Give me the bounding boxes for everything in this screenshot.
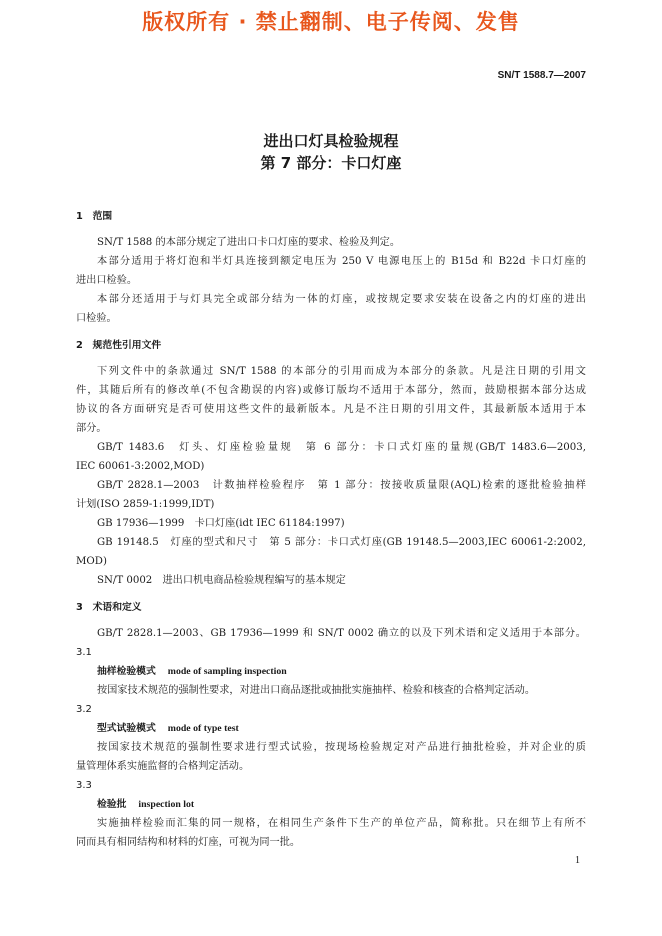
paragraph: 件，其随后所有的修改单(不包含勘误的内容)或修订版均不适用于本部分，然而，鼓励根据本部分达成 <box>76 385 586 396</box>
document-title: 进出口灯具检验规程 <box>263 132 399 150</box>
term-definition: 量管理体系实施监督的合格判定活动。 <box>76 761 250 772</box>
reference-item: SN/T 0002 进出口机电商品检验规程编写的基本规定 <box>97 575 346 586</box>
term-definition: 实施抽样检验而汇集的同一规格，在相同生产条件下生产的单位产品，简称批。只在细节上有所不 <box>97 818 586 829</box>
term-zh: 检验批 <box>97 799 127 810</box>
term-number: 3.3 <box>76 780 92 791</box>
term-number: 3.2 <box>76 704 92 715</box>
term-heading <box>97 719 607 738</box>
term-definition: 同而具有相同结构和材料的灯座，可视为同一批。 <box>76 837 301 848</box>
term-number: 3.1 <box>76 647 92 658</box>
term-zh: 抽样检验模式 <box>97 666 156 677</box>
reference-item: GB 17936—1999 卡口灯座(idt IEC 61184:1997) <box>97 518 345 529</box>
term-definition: 按国家技术规范的强制性要求进行型式试验，按现场检验规定对产品进行抽批检验，并对企业的质 <box>97 742 586 753</box>
reference-item: 计划(ISO 2859-1:1999,IDT) <box>76 499 215 510</box>
paragraph: 本部分还适用于与灯具完全或部分结为一体的灯座，或按规定要求安装在设备之内的灯座的进出 <box>97 294 586 305</box>
paragraph: SN/T 1588 的本部分规定了进出口卡口灯座的要求、检验及判定。 <box>97 237 401 248</box>
reference-item: MOD) <box>76 556 107 567</box>
term-en: mode of type test <box>167 723 239 734</box>
term-definition: 按国家技术规范的强制性要求，对进出口商品逐批或抽批实施抽样、检验和核查的合格判定活动。 <box>97 685 536 696</box>
reference-item: GB/T 1483.6 灯头、灯座检验量规 第 6 部分：卡口式灯座的量规(GB/T 1483.6—2003, <box>97 442 586 453</box>
paragraph: GB/T 2828.1—2003、GB 17936—1999 和 SN/T 0002 确立的以及下列术语和定义适用于本部分。 <box>97 628 586 639</box>
term-en: mode of sampling inspection <box>167 666 287 677</box>
paragraph: 协议的各方面研究是否可使用这些文件的最新版本。凡是不注日期的引用文件，其最新版本适用于本 <box>76 404 586 415</box>
section-2-heading: 2 规范性引用文件 <box>76 340 162 351</box>
paragraph: 本部分适用于将灯泡和半灯具连接到额定电压为 250 V 电源电压上的 B15d 和 B22d 卡口灯座的 <box>97 256 586 267</box>
term-zh: 型式试验模式 <box>97 723 156 734</box>
paragraph: 口检验。 <box>76 313 117 324</box>
reference-item: IEC 60061-3:2002,MOD) <box>76 461 205 472</box>
standard-code: SN/T 1588.7—2007 <box>497 70 586 81</box>
page-number: 1 <box>575 855 580 866</box>
document-subtitle: 第 7 部分：卡口灯座 <box>260 154 402 172</box>
term-heading <box>97 795 607 814</box>
section-3-heading: 3 术语和定义 <box>76 602 142 613</box>
term-en: inspection lot <box>138 799 195 810</box>
paragraph: 进出口检验。 <box>76 275 138 286</box>
reference-item: GB 19148.5 灯座的型式和尺寸 第 5 部分：卡口式灯座(GB 19148.5—2003,IEC 60061-2:2002, <box>97 537 586 548</box>
paragraph: 部分。 <box>76 423 107 434</box>
copyright-watermark: 版权所有 · 禁止翻制、电子传阅、发售 <box>142 10 520 34</box>
term-heading <box>97 662 607 681</box>
section-1-heading: 1 范围 <box>76 211 113 222</box>
paragraph: 下列文件中的条款通过 SN/T 1588 的本部分的引用而成为本部分的条款。凡是注日期的引用文 <box>97 366 586 377</box>
reference-item: GB/T 2828.1—2003 计数抽样检验程序 第 1 部分：按接收质量限(AQL)检索的逐批检验抽样 <box>97 480 586 491</box>
